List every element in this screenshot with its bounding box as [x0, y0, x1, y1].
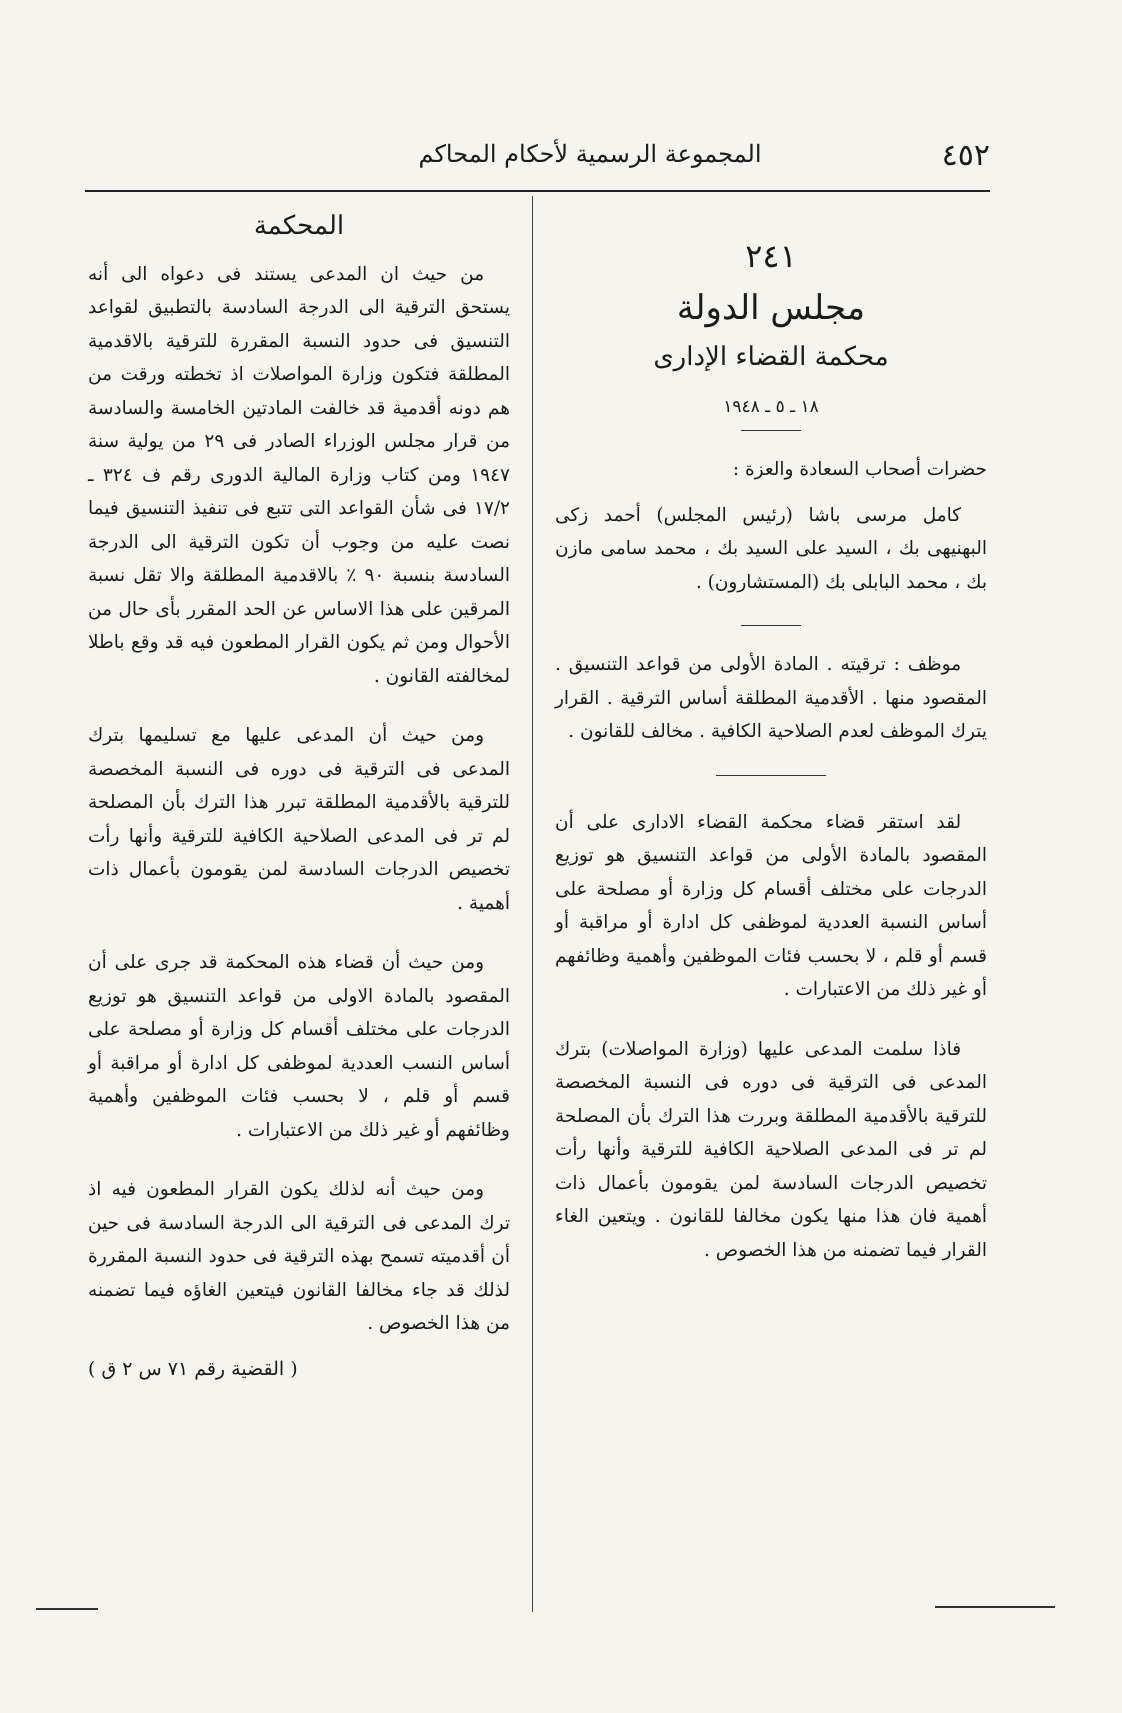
header-rule: [85, 190, 990, 192]
section-title: المحكمة: [253, 211, 345, 241]
divider: [741, 625, 801, 626]
court-name: مجلس الدولة: [676, 287, 866, 328]
case-reference: ( القضية رقم ٧١ س ٢ ق ): [88, 1357, 298, 1380]
attendees-intro: حضرات أصحاب السعادة والعزة :: [732, 459, 987, 480]
paragraph: لقد استقر قضاء محكمة القضاء الادارى على أن المقصود بالمادة الأولى من قواعد التنسيق هو توزيع الدرجات على مختلف أقسام كل وزارة أو مصلحة على أساس النسبة العددية لموظفى كل ادارة أو مراقبة أو قسم أو قلم ، لا بحسب فئات الموظفين وأهمية وظائفهم أو غير ذلك من الاعتبارات .: [555, 811, 987, 1000]
paragraph: ومن حيث أن المدعى عليها مع تسليمها بترك المدعى فى الترقية فى دوره فى النسبة المخصصة للترقية بالأقدمية المطلقة تبرر هذا الترك بأن المصلحة لم تر فى المدعى الصلاحية الكافية للترقية وأنها رأت تخصيص الدرجات السادسة لمن يقومون بأعمال ذات أهمية .: [88, 725, 510, 914]
paragraph: من حيث ان المدعى يستند فى دعواه الى أنه يستحق الترقية الى الدرجة السادسة بالتطبيق لقواعد التنسيق فى حدود النسبة المقررة للترقية بالاقدمية المطلقة فتكون وزارة المواصلات اذ تخطته ورقت من هم دونه أقدمية قد خالفت المادتين الخامسة والسادسة من قرار مجلس الوزراء الصادر فى ٢٩ من يولية سنة ١٩٤٧ ومن كتاب وزارة المالية الدورى رقم ف ٣٢٤ ـ ١٧/٢ فى شأن القواعد التى تتبع فى تنفيذ التنسيق فيما نصت عليه من وجوب أن تكون الترقية الى الدرجة السادسة بنسبة ٩٠ ٪ بالاقدمية المطلقة والا تقل نسبة المرقين على هذا الاساس عن الحد المقرر بأى حال من الأحوال ومن ثم يكون القرار المطعون فيه قد وقع باطلا لمخالفته القانون .: [88, 263, 510, 687]
page-number: ٤٥٢: [941, 138, 990, 173]
judgment-date: ١٨ ـ ٥ ـ ١٩٤٨: [723, 396, 819, 417]
paragraph: ومن حيث أن قضاء هذه المحكمة قد جرى على أن المقصود بالمادة الاولى من قواعد التنسيق هو توزيع الدرجات على مختلف أقسام كل وزارة أو مصلحة على أساس النسب العددية لموظفى كل ادارة أو مراقبة أو قسم أو قلم ، لا بحسب فئات الموظفين وأهمية وظائفهم أو غير ذلك من الاعتبارات .: [88, 952, 510, 1141]
paragraph: ومن حيث أنه لذلك يكون القرار المطعون فيه اذ ترك المدعى فى الترقية الى الدرجة السادسة فى حين أن أقدميته تسمح بهذه الترقية فى حدود النسبة المقررة لذلك قد جاء مخالفا القانون فيتعين الغاؤه فيما تضمنه من هذا الخصوص .: [88, 1179, 510, 1334]
divider: [716, 775, 826, 776]
footer-rule-left: [36, 1608, 98, 1610]
footer-rule-right: [935, 1606, 1055, 1608]
attendees: كامل مرسى باشا (رئيس المجلس) أحمد زكى البهنيهى بك ، السيد على السيد بك ، محمد سامى مازن بك ، محمد البابلى بك (المستشارون) .: [555, 504, 987, 593]
paragraph: فاذا سلمت المدعى عليها (وزارة المواصلات) بترك المدعى فى الترقية فى دوره فى النسبة المخصصة للترقية بالأقدمية المطلقة وبررت هذا الترك بأن المصلحة لم تر فى المدعى الصلاحية الكافية للترقية وأنها رأت تخصيص الدرجات السادسة لمن يقومون بأعمال ذات أهمية فان هذا منها يكون مخالفا للقانون . ويتعين الغاء القرار فيما تضمنه من هذا الخصوص .: [555, 1038, 987, 1261]
page-header: [170, 138, 990, 180]
running-title: المجموعة الرسمية لأحكام المحاكم: [418, 140, 762, 168]
right-column: [555, 237, 987, 1293]
case-number: ٢٤١: [745, 237, 797, 275]
column-divider: [532, 196, 533, 1612]
summary: موظف : ترقيته . المادة الأولى من قواعد التنسيق . المقصود منها . الأقدمية المطلقة أساس الترقية . القرار يترك الموظف لعدم الصلاحية الكافية . مخالف للقانون .: [555, 654, 987, 742]
divider: [741, 430, 801, 431]
court-division: محكمة القضاء الإدارى: [653, 342, 889, 372]
left-column: [88, 210, 510, 1386]
